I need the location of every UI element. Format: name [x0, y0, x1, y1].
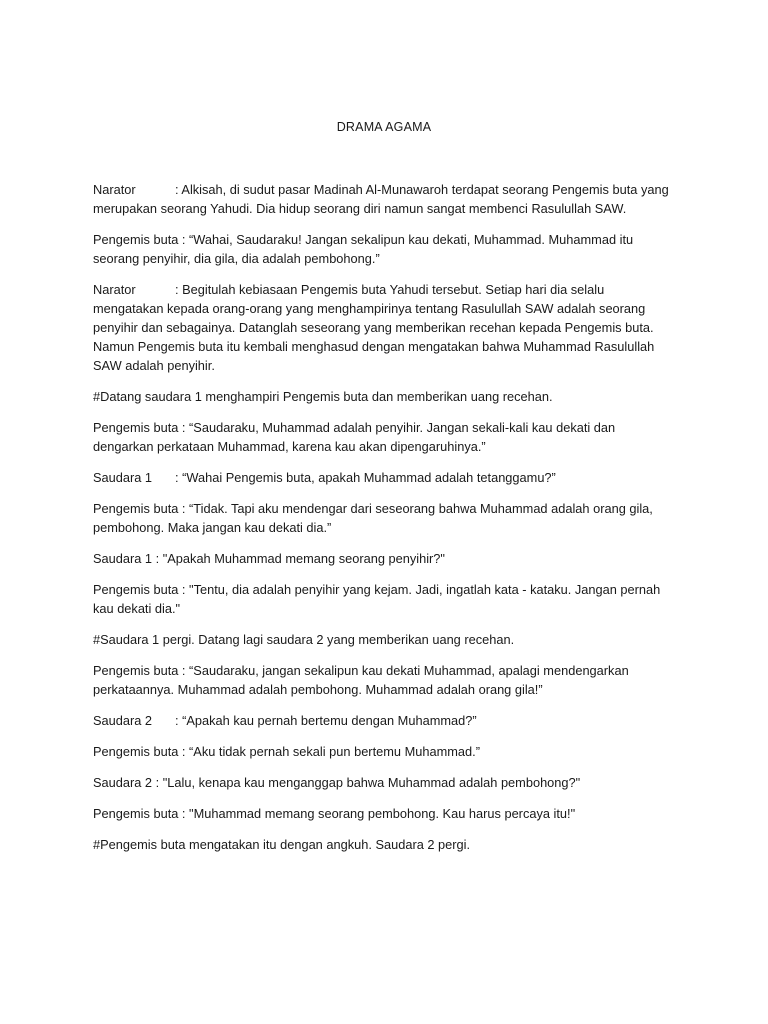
speaker-name: Pengemis buta	[93, 582, 179, 597]
direction-text: #Saudara 1 pergi. Datang lagi saudara 2 yang memberikan uang recehan.	[93, 632, 515, 647]
dialogue-text: : “Wahai, Saudaraku! Jangan sekalipun kau dekati, Muhammad. Muhammad itu seorang penyihir, dia gila, dia adalah pembohong.”	[93, 232, 634, 266]
speaker-name: Pengemis buta	[93, 501, 179, 516]
dialogue-text: : “Wahai Pengemis buta, apakah Muhammad adalah tetanggamu?”	[175, 470, 556, 485]
direction-text: #Datang saudara 1 menghampiri Pengemis buta dan memberikan uang recehan.	[93, 389, 553, 404]
document-title: DRAMA AGAMA	[336, 120, 432, 134]
speaker-name: Narator	[93, 182, 136, 197]
speaker-name: Saudara 2	[93, 713, 153, 728]
dialogue-text: : “Aku tidak pernah sekali pun bertemu Muhammad.”	[178, 744, 480, 759]
speaker-name: Saudara 1	[93, 551, 153, 566]
dialogue-line	[93, 661, 673, 699]
dialogue-text: : "Muhammad memang seorang pembohong. Kau harus percaya itu!"	[178, 806, 576, 821]
speaker-name: Pengemis buta	[93, 806, 179, 821]
dialogue-line	[93, 418, 673, 456]
speaker-name: Pengemis buta	[93, 663, 179, 678]
dialogue-text: : “Saudaraku, Muhammad adalah penyihir. Jangan sekali-kali kau dekati dan dengarkan perkataan Muhammad, karena kau akan dipengaruhinya.”	[93, 420, 616, 454]
dialogue-line	[93, 468, 673, 487]
dialogue-line	[93, 742, 673, 761]
speaker-name: Saudara 2	[93, 775, 153, 790]
dialogue-text: : “Saudaraku, jangan sekalipun kau dekati Muhammad, apalagi mendengarkan perkataannya. Muhammad adalah pembohong. Muhammad adalah orang gila!”	[93, 663, 629, 697]
dialogue-text: : Alkisah, di sudut pasar Madinah Al-Munawaroh terdapat seorang Pengemis buta yang merupakan seorang Yahudi. Dia hidup seorang diri namun sangat membenci Rasulullah SAW.	[93, 182, 669, 216]
speaker-name: Pengemis buta	[93, 232, 179, 247]
dialogue-text: : "Apakah Muhammad memang seorang penyihir?"	[152, 551, 445, 566]
dialogue-text: : "Tentu, dia adalah penyihir yang kejam. Jadi, ingatlah kata - kataku. Jangan pernah kau dekati dia."	[93, 582, 661, 616]
dialogue-line	[93, 549, 673, 568]
dialogue-line	[93, 773, 673, 792]
speaker-name: Narator	[93, 282, 136, 297]
stage-direction	[93, 835, 673, 854]
direction-text: #Pengemis buta mengatakan itu dengan angkuh. Saudara 2 pergi.	[93, 837, 471, 852]
dialogue-text: : “Tidak. Tapi aku mendengar dari seseorang bahwa Muhammad adalah orang gila, pembohong. Maka jangan kau dekati dia.”	[93, 501, 653, 535]
stage-direction	[93, 630, 673, 649]
dialogue-line	[93, 180, 673, 218]
dialogue-line	[93, 711, 673, 730]
dialogue-text: : “Apakah kau pernah bertemu dengan Muhammad?”	[175, 713, 477, 728]
speaker-name: Pengemis buta	[93, 420, 179, 435]
speaker-name: Saudara 1	[93, 470, 153, 485]
dialogue-text: : "Lalu, kenapa kau menganggap bahwa Muhammad adalah pembohong?"	[152, 775, 581, 790]
dialogue-line	[93, 499, 673, 537]
dialogue-text: : Begitulah kebiasaan Pengemis buta Yahudi tersebut. Setiap hari dia selalu mengatakan kepada orang-orang yang menghampirinya tentang Rasulullah SAW adalah seorang penyihir dan sebagainya. Datanglah seseorang yang memberikan recehan kepada Pengemis buta. Namun Pengemis buta itu kembali menghasud dengan mengatakan bahwa Muhammad Rasulullah SAW adalah penyihir.	[93, 282, 655, 373]
document-body	[93, 180, 673, 866]
stage-direction	[93, 387, 673, 406]
dialogue-line	[93, 280, 673, 375]
dialogue-line	[93, 580, 673, 618]
dialogue-line	[93, 804, 673, 823]
dialogue-line	[93, 230, 673, 268]
speaker-name: Pengemis buta	[93, 744, 179, 759]
